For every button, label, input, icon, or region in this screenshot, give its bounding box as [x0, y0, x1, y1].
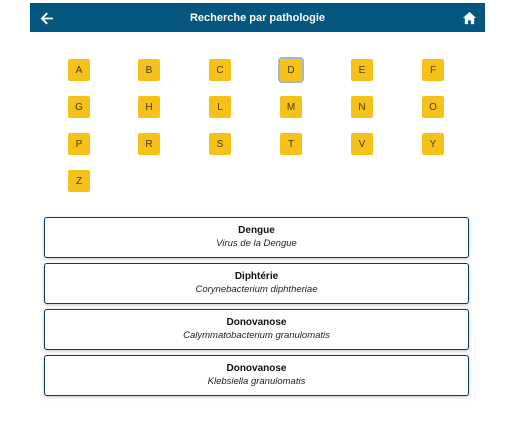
page-title: Recherche par pathologie — [189, 11, 326, 24]
alphabet-index — [0, 0, 512, 200]
disease-name: Donovanose — [226, 317, 287, 328]
letter-button-n[interactable]: N — [351, 96, 373, 118]
pathogen-name: Virus de la Dengue — [216, 238, 297, 249]
letter-button-t[interactable]: T — [280, 133, 302, 155]
letter-button-f[interactable]: F — [422, 59, 444, 81]
letter-button-h[interactable]: H — [138, 96, 160, 118]
letter-button-p[interactable]: P — [68, 133, 90, 155]
pathogen-name: Calymmatobacterium granulomatis — [183, 330, 330, 341]
letter-button-v[interactable]: V — [351, 133, 373, 155]
letter-button-a[interactable]: A — [68, 59, 90, 81]
letter-button-d[interactable]: D — [280, 59, 302, 81]
disease-card[interactable] — [44, 309, 469, 350]
disease-name: Diphtérie — [234, 271, 279, 282]
pathogen-name: Corynebacterium diphtheriae — [195, 284, 318, 295]
letter-button-m[interactable]: M — [280, 96, 302, 118]
disease-card[interactable] — [44, 263, 469, 304]
letter-button-b[interactable]: B — [138, 59, 160, 81]
letter-button-g[interactable]: G — [68, 96, 90, 118]
letter-button-y[interactable]: Y — [422, 133, 444, 155]
disease-name: Dengue — [238, 225, 275, 236]
results-list — [44, 217, 469, 401]
letter-button-o[interactable]: O — [422, 96, 444, 118]
letter-button-s[interactable]: S — [209, 133, 231, 155]
disease-name: Donovanose — [226, 363, 287, 374]
disease-card[interactable] — [44, 355, 469, 396]
letter-button-z[interactable]: Z — [68, 170, 90, 192]
letter-button-l[interactable]: L — [209, 96, 231, 118]
disease-card[interactable] — [44, 217, 469, 258]
pathogen-name: Klebsiella granulomatis — [207, 376, 306, 387]
letter-button-c[interactable]: C — [209, 59, 231, 81]
letter-button-e[interactable]: E — [351, 59, 373, 81]
letter-button-r[interactable]: R — [138, 133, 160, 155]
